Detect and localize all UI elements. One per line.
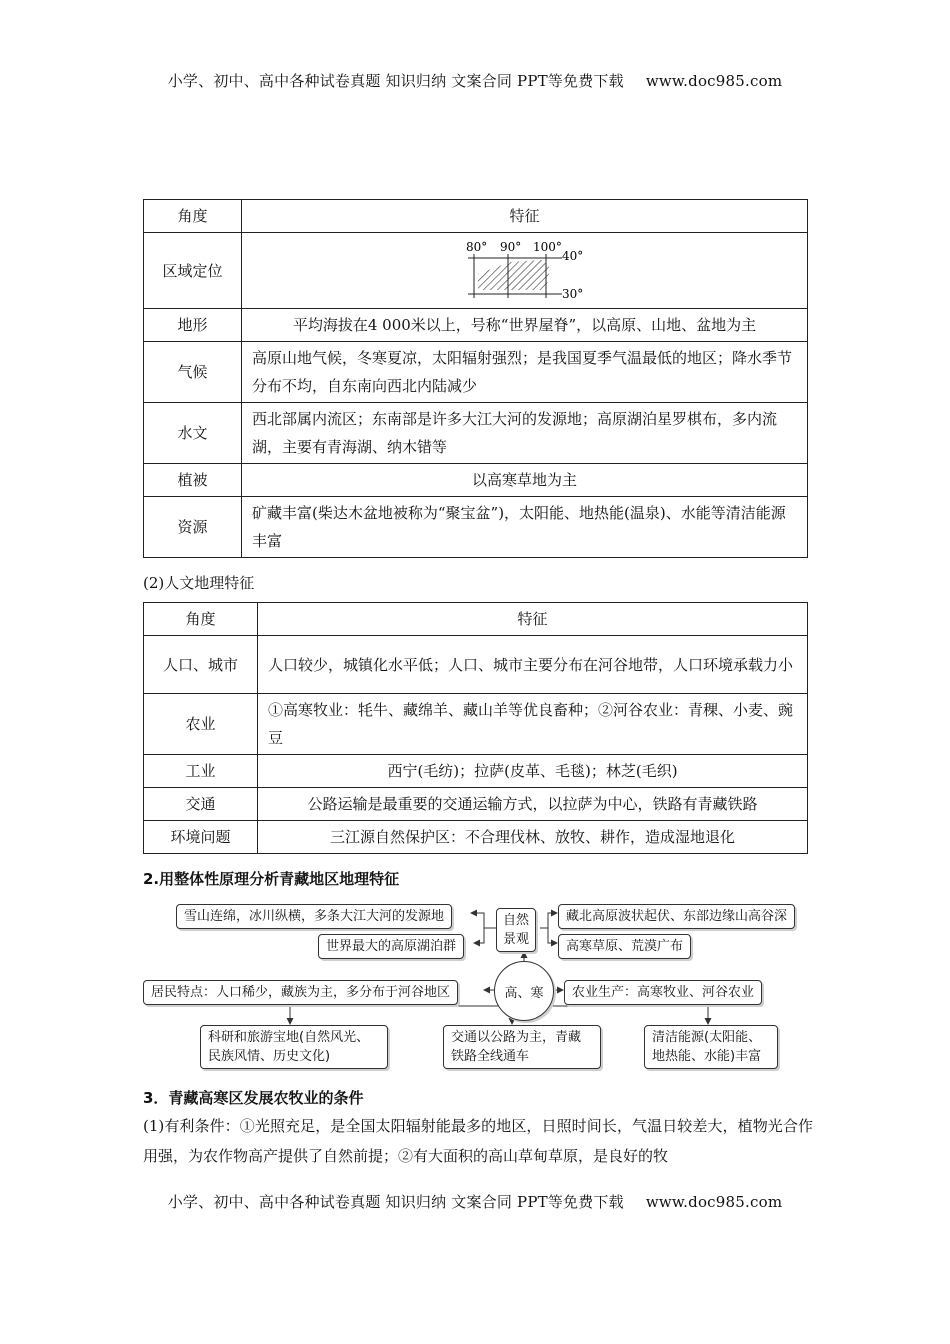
arrow-nature-to-right1 [540,913,557,928]
lon-label-90: 90° [499,239,521,254]
center-high-cold: 高、寒 [494,961,554,1021]
box-lakes: 世界最大的高原湖泊群 [318,934,464,959]
table-header-feature: 特征 [242,200,808,233]
row-key: 环境问题 [144,821,258,854]
box-natural-landscape: 自然景观 [496,908,536,952]
arrow-to-bottom3 [524,1006,708,1024]
row-value: 三江源自然保护区：不合理伐林、放牧、耕作，造成湿地退化 [258,821,808,854]
row-key: 人口、城市 [144,636,258,694]
row-key: 植被 [144,464,242,497]
page-footer [0,1191,950,1212]
table-header-angle: 角度 [144,603,258,636]
arrow-nature-to-left1 [471,913,496,928]
box-transport: 交通以公路为主，青藏铁路全线通车 [443,1025,601,1069]
row-value: 西北部属内流区；东南部是许多大江大河的发源地；高原湖泊星罗棋布，多内流湖，主要有青海湖、纳木错等 [242,403,808,464]
footer-site: www.doc985.com [645,1193,783,1211]
box-grassland-desert: 高寒草原、荒漠广布 [558,934,691,959]
row-value: 平均海拔在4 000米以上，号称“世界屋脊”，以高原、山地、盆地为主 [242,309,808,342]
arrow-to-bottom1 [290,1006,524,1024]
row-value: 人口较少，城镇化水平低；人口、城市主要分布在河谷地带，人口环境承载力小 [258,636,808,694]
lon-label-80: 80° [465,239,487,254]
row-key: 地形 [144,309,242,342]
row-key: 区域定位 [144,233,242,309]
row-key: 工业 [144,755,258,788]
table-header-feature: 特征 [258,603,808,636]
section-agri-conditions-title: 3．青藏高寒区发展农牧业的条件 [143,1089,364,1107]
box-research-tourism: 科研和旅游宝地(自然风光、民族风情、历史文化) [200,1025,388,1069]
row-key: 资源 [144,497,242,558]
row-value: 矿藏丰富(柴达木盆地被称为“聚宝盆”)，太阳能、地热能(温泉)、水能等清洁能源丰富 [242,497,808,558]
box-glaciers-rivers: 雪山连绵，冰川纵横，多条大江大河的发源地 [176,904,452,929]
header-site: www.doc985.com [645,72,783,90]
section-human-geography-title: (2)人文地理特征 [143,574,255,592]
box-residents: 居民特点：人口稀少，藏族为主，多分布于河谷地区 [143,980,458,1005]
box-plateau-terrain: 藏北高原波状起伏、东部边缘山高谷深 [558,904,795,929]
row-key: 交通 [144,788,258,821]
row-value: ①高寒牧业：牦牛、藏绵羊、藏山羊等优良畜种；②河谷农业：青稞、小麦、豌豆 [258,694,808,755]
box-clean-energy: 清洁能源(太阳能、地热能、水能)丰富 [644,1025,778,1069]
arrow-nature-to-left2 [474,928,484,943]
row-value: 高原山地气候，冬寒夏凉，太阳辐射强烈；是我国夏季气温最低的地区；降水季节分布不均，自东南向西北内陆减少 [242,342,808,403]
table-header-angle: 角度 [144,200,242,233]
row-value: 西宁(毛纺)；拉萨(皮革、毛毯)；林芝(毛织) [258,755,808,788]
arrow-nature-to-right2 [548,928,557,943]
lat-label-40: 40° [561,248,583,263]
box-agriculture: 农业生产：高寒牧业、河谷农业 [564,980,762,1005]
row-key: 水文 [144,403,242,464]
row-key: 农业 [144,694,258,755]
header-text: 小学、初中、高中各种试卷真题 知识归纳 文案合同 PPT等免费下载 [167,72,624,90]
row-key: 气候 [144,342,242,403]
row-value: 以高寒草地为主 [242,464,808,497]
lon-label-100: 100° [532,239,562,254]
footer-text: 小学、初中、高中各种试卷真题 知识归纳 文案合同 PPT等免费下载 [167,1193,624,1211]
lat-label-30: 30° [561,286,583,301]
section-holistic-analysis-title: 2.用整体性原理分析青藏地区地理特征 [143,870,400,888]
favorable-conditions-paragraph: (1)有利条件：①光照充足，是全国太阳辐射能最多的地区，日照时间长，气温日较差大，植物光合作用强，为农作物高产提供了自然前提；②有大面积的高山草甸草原，是良好的牧 [143,1117,813,1165]
row-value: 公路运输是最重要的交通运输方式，以拉萨为中心，铁路有青藏铁路 [258,788,808,821]
